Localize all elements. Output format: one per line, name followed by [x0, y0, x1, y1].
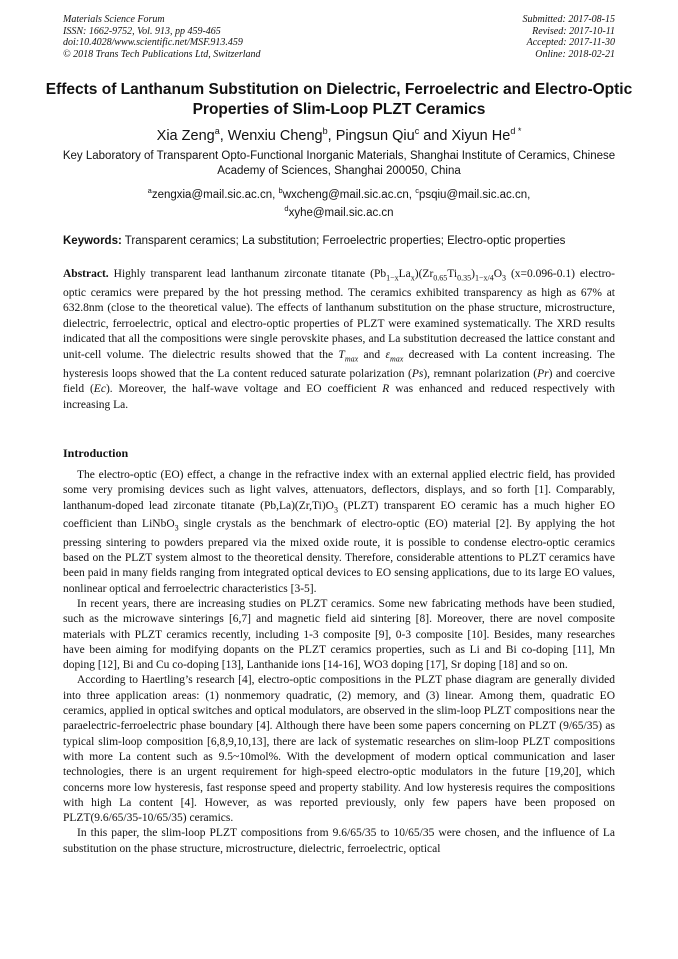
abstract-text: )(Zr	[414, 268, 434, 280]
symbol-sub: max	[390, 354, 404, 364]
email-mark: a	[147, 186, 152, 195]
journal-doi[interactable]: doi:10.4028/www.scientific.net/MSF.913.459	[63, 37, 243, 48]
formula-sub: 0.35	[457, 273, 472, 283]
paragraph: According to Haertling’s research [4], electro-optic compositions in the PLZT phase diagram are generally divided into three application areas: (1) nonmemory quadratic, (2) memory, and (3) linear. Among them, quadratic EO ceramics, applied in optical switches and optical modulators, are observed in the slim-loop PLZT compositions near the paraelectric-ferroelectric phase boundary [4]. Although there have been some papers concerning on PLZT (9/65/35) as typical slim-loop composition [6,8,9,10,13], there are lack of systematic researches on slim-loop PLZT compositions with more La content such as 9.5~10mol%. With the development of modern optical communication and laser technologies, there is an urgent requirement for high-speed electro-optic modulators in the future [19,20], which concerns more low hysteresis, fast response speed and property stability. And low hysteresis requires the compositions with high La content [4]. However, as was reported previously, only few papers have been proposed on PLZT(9.6/65/35-10/65/35) ceramics.	[63, 674, 615, 825]
keywords	[63, 234, 615, 249]
publication-dates	[523, 14, 616, 60]
author-list	[40, 122, 638, 145]
abstract-text: (x=0.096-0.1) electro-optic ceramics were prepared by the hot pressing method. The ceramics exhibited transparency as high as 67% at 632.8nm (close to the theoretical value). The effects of lanthanum substitution on the phase structure, microstructure, dielectric, ferroelectric, optical and electro-optic properties of PLZT were examined systematically. The XRD results indicated that all the compositions were single perovskite phases, and La substitution decreased the lattice constant and unit-cell volume. The dielectric results showed that the	[63, 268, 616, 361]
symbol-sub: max	[344, 354, 359, 364]
author-affil-mark: d *	[510, 126, 522, 136]
journal-info	[63, 14, 261, 60]
author-name: Wenxiu Cheng	[227, 127, 323, 144]
date-accepted: Accepted: 2017-11-30	[526, 37, 615, 48]
date-online: Online: 2018-02-21	[535, 48, 615, 60]
formula-sub: 1−x	[386, 273, 399, 283]
symbol-pr: Pr	[537, 367, 549, 380]
journal-name: Materials Science Forum	[63, 14, 165, 25]
email-mark: b	[278, 186, 283, 195]
abstract	[63, 267, 615, 413]
abstract-text: ) and coercive field (	[63, 367, 615, 396]
date-submitted: Submitted: 2017-08-15	[522, 14, 615, 25]
email-mark: d	[284, 204, 289, 214]
email-a[interactable]: zengxia@mail.sic.ac.cn,	[151, 188, 276, 201]
author-separator: ,	[219, 127, 228, 144]
symbol-ec: Ec	[93, 383, 106, 396]
formula-sub: 0.65	[433, 273, 448, 283]
abstract-text: La	[398, 268, 411, 280]
author-name: Xiyun He	[451, 127, 511, 144]
author-affil-mark: c	[414, 126, 420, 136]
author-affil-mark: a	[214, 126, 220, 136]
paper-title: Effects of Lanthanum Substitution on Dielectric, Ferroelectric and Electro-Optic Properties of Slim-Loop PLZT Ceramics	[45, 81, 633, 118]
formula-sub: 3	[174, 523, 179, 533]
formula-sub: x	[410, 273, 415, 283]
abstract-text: Highly transparent lead lanthanum zirconate titanate (Pb	[113, 268, 387, 280]
abstract-text: was enhanced and reduced respectively with increasing La.	[63, 383, 615, 411]
affiliation: Key Laboratory of Transparent Opto-Functional Inorganic Materials, Shanghai Institute of Ceramics, Chinese Academy of Sciences, Shanghai 200050, China	[62, 150, 616, 177]
symbol-tmax: T	[338, 348, 345, 361]
author-emails	[60, 184, 618, 221]
keywords-text: Transparent ceramics; La substitution; Ferroelectric properties; Electro-optic properties	[124, 235, 566, 247]
email-b[interactable]: wxcheng@mail.sic.ac.cn,	[282, 188, 412, 201]
symbol-ps: Ps	[411, 367, 424, 380]
paragraph-text: The electro-optic (EO) effect, a change in the refractive index with an external applied electric field, has provided some very promising devices such as light valves, attenuators, deflectors, displays, and so forth [1]. Comparably, lanthanum-doped lead zirconate titanate (Pb,La)(Zr,Ti)O	[63, 469, 615, 512]
author-name: Xia Zeng	[156, 127, 215, 144]
symbol-emax: ε	[385, 348, 390, 361]
journal-copyright: © 2018 Trans Tech Publications Ltd, Switzerland	[63, 48, 261, 60]
author-affil-mark: b	[322, 126, 328, 136]
email-c[interactable]: psqiu@mail.sic.ac.cn,	[418, 188, 531, 201]
abstract-text: ), remnant polarization (	[423, 367, 538, 380]
email-mark: c	[415, 186, 419, 195]
author-separator: ,	[327, 127, 336, 144]
introduction-body	[63, 468, 615, 857]
email-d[interactable]: xyhe@mail.sic.ac.cn	[288, 207, 394, 220]
abstract-text: Ti	[447, 268, 458, 280]
abstract-text: and	[358, 348, 386, 361]
journal-issn: ISSN: 1662-9752, Vol. 913, pp 459-465	[63, 25, 221, 37]
paragraph-text: (PLZT) transparent EO ceramic has a much higher EO coefficient than LiNbO	[63, 499, 616, 531]
abstract-text: ). Moreover, the half-wave voltage and EO coefficient	[105, 383, 383, 396]
paragraph	[63, 468, 615, 597]
formula-sub: 1−x/4	[474, 273, 494, 283]
keywords-label: Keywords:	[63, 235, 122, 247]
section-heading: Introduction	[63, 446, 129, 460]
abstract-text: O	[493, 268, 502, 280]
author-separator: and	[419, 127, 452, 144]
paragraph: In recent years, there are increasing studies on PLZT ceramics. Some new fabricating methods have been studied, such as the microwave sinterings [6,7] and magnetic field aid sintering [8]. Moreover, there are novel composite materials with PLZT ceramics recently, including 1-3 composite [9], 0-3 composite [10]. Besides, many researches have been aiming for modifying dopants on the PLZT ceramics properties, such as Li and Bi co-doping [11], Mn doping [12], Bi and Cu co-doping [13], Lanthanide ions [14-16], WO3 doping [17], Sr doping [18] and so on.	[63, 597, 615, 672]
author-name: Pingsun Qiu	[335, 127, 415, 144]
paragraph: In this paper, the slim-loop PLZT compositions from 9.6/65/35 to 10/65/35 were chosen, and the influence of La substitution on the phase structure, microstructure, dielectric, ferroelectric, optical	[63, 827, 615, 855]
date-revised: Revised: 2017-10-11	[532, 25, 615, 37]
abstract-text: decreased with La content increasing. The hysteresis loops showed that the La content reduced saturate polarization (	[63, 348, 615, 380]
paragraph-text: single crystals as the benchmark of electro-optic (EO) material [2]. By applying the hot pressing sintering to powders prepared via the mixed oxide route, it is possible to condense electro-optic ceramics based on the PLZT system almost to the theoretical density. Therefore, considerable attentions to PLZT ceramics have been paid in many fields ranging from integrated optical devices to EO sensing applications, due to its large EO values, nonlinear optical and ferroelectric characteristics [3-5].	[63, 518, 615, 595]
abstract-label: Abstract.	[63, 268, 109, 280]
abstract-text: )	[471, 268, 475, 280]
formula-sub: 3	[502, 273, 506, 283]
symbol-r: R	[382, 383, 390, 396]
formula-sub: 3	[333, 504, 338, 514]
